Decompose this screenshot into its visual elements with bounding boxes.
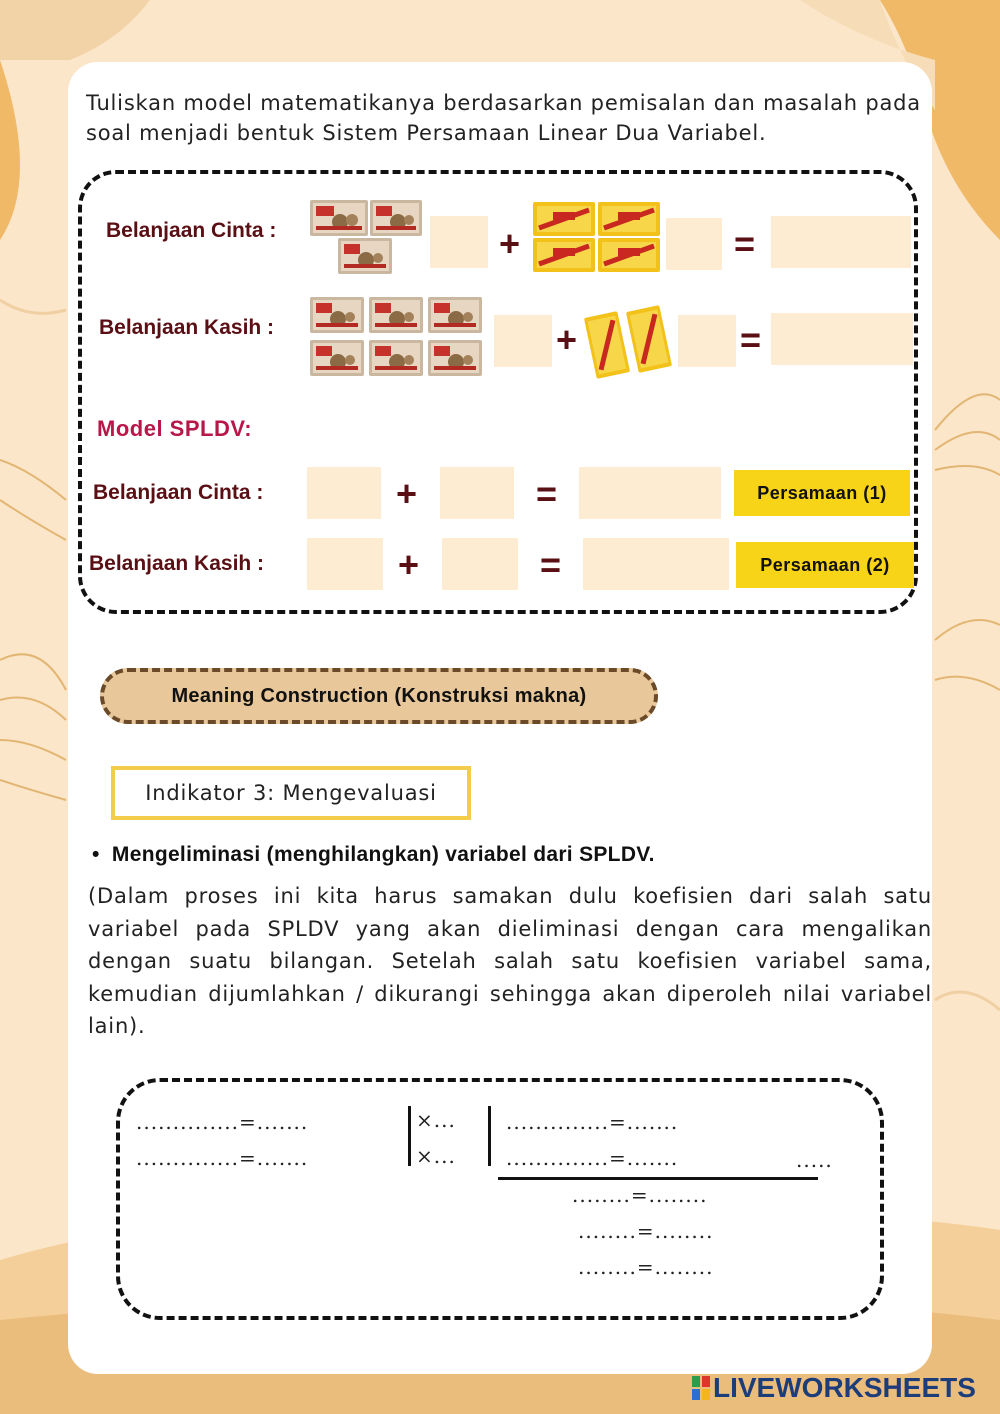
equals-sign: = <box>734 223 756 264</box>
equation1-total-input[interactable] <box>579 467 721 519</box>
coefficient-input[interactable] <box>494 315 552 367</box>
indicator-box: Indikator 3: Mengevaluasi <box>111 766 471 820</box>
result3-blank[interactable]: ........=........ <box>578 1255 714 1279</box>
plus-sign: + <box>556 319 578 360</box>
section-title: Meaning Construction (Konstruksi makna) <box>100 668 658 724</box>
result1-blank[interactable]: ........=........ <box>572 1183 708 1207</box>
stock-cube-pack-image <box>533 202 595 236</box>
model-kasih-label: Belanjaan Kasih : <box>89 552 265 575</box>
coefficient-input[interactable] <box>678 315 736 367</box>
explanation-paragraph: (Dalam proses ini kita harus samakan dulu koefisien dari salah satu variabel pada SPLDV yang akan dieliminasi dengan cara mengalikan dengan suatu bilangan. Setelah salah satu koefisien variabel sama, kemudian dijumlahkan / dikurangi sehingga akan diperoleh nilai variabel lain). <box>88 884 932 1038</box>
stock-cube-pack-image <box>598 202 660 236</box>
liveworksheets-icon <box>692 1376 710 1400</box>
snack-box-image <box>369 340 423 376</box>
equation1-coef-y-input[interactable] <box>440 467 514 519</box>
coefficient-input[interactable] <box>666 218 722 270</box>
stock-cube-pack-image <box>626 304 672 374</box>
snack-box-image <box>428 340 482 376</box>
snack-box-image <box>310 200 368 236</box>
equation2-left-blank[interactable]: ..............=....... <box>136 1146 309 1170</box>
multiplier1-blank[interactable]: ×... <box>416 1108 456 1132</box>
equation2-badge: Persamaan (2) <box>736 542 914 588</box>
bullet-dot: • <box>92 843 112 866</box>
bracket-left <box>408 1106 411 1166</box>
equation1-coef-x-input[interactable] <box>307 467 381 519</box>
bullet-text: Mengeliminasi (menghilangkan) variabel dari SPLDV. <box>111 843 655 866</box>
total-input[interactable] <box>771 313 913 365</box>
model-title: Model SPLDV: <box>97 416 253 441</box>
coefficient-input[interactable] <box>430 216 488 268</box>
snack-box-image <box>310 297 364 333</box>
total-input[interactable] <box>771 216 911 268</box>
stock-cube-pack-image <box>598 238 660 272</box>
snack-box-image <box>369 297 423 333</box>
bullet-item <box>92 843 655 867</box>
plus-sign: + <box>499 223 521 264</box>
equals-sign: = <box>540 544 562 585</box>
shopping-kasih-label: Belanjaan Kasih : <box>99 316 275 339</box>
result-line <box>498 1177 818 1180</box>
plus-sign: + <box>396 473 418 514</box>
result2-blank[interactable]: ........=........ <box>578 1219 714 1243</box>
equals-sign: = <box>536 473 558 514</box>
model-cinta-label: Belanjaan Cinta : <box>93 481 264 504</box>
equals-sign: = <box>740 319 762 360</box>
snack-box-image <box>370 200 422 236</box>
equation2-coef-y-input[interactable] <box>442 538 518 590</box>
snack-box-image <box>338 238 392 274</box>
equation1-right-blank[interactable]: ..............=....... <box>506 1110 679 1134</box>
shopping-cinta-label: Belanjaan Cinta : <box>106 219 277 242</box>
multiplier2-blank[interactable]: ×... <box>416 1144 456 1168</box>
equation2-right-blank[interactable]: ..............=....... <box>506 1146 679 1170</box>
equation1-badge: Persamaan (1) <box>734 470 910 516</box>
equation2-coef-x-input[interactable] <box>307 538 383 590</box>
stock-cube-pack-image <box>584 310 630 380</box>
equation1-left-blank[interactable]: ..............=....... <box>136 1110 309 1134</box>
snack-box-image <box>310 340 364 376</box>
plus-sign: + <box>398 544 420 585</box>
brand-text: LIVEWORKSHEETS <box>713 1372 976 1403</box>
bracket-right <box>488 1106 491 1166</box>
snack-box-image <box>428 297 482 333</box>
stock-cube-pack-image <box>533 238 595 272</box>
operator-blank[interactable]: ..... <box>796 1148 833 1172</box>
instruction-text: Tuliskan model matematikanya berdasarkan pemisalan dan masalah pada soal menjadi bentuk Sistem Persamaan Linear Dua Variabel. <box>86 91 921 145</box>
equation2-total-input[interactable] <box>583 538 729 590</box>
liveworksheets-logo <box>692 1372 976 1404</box>
